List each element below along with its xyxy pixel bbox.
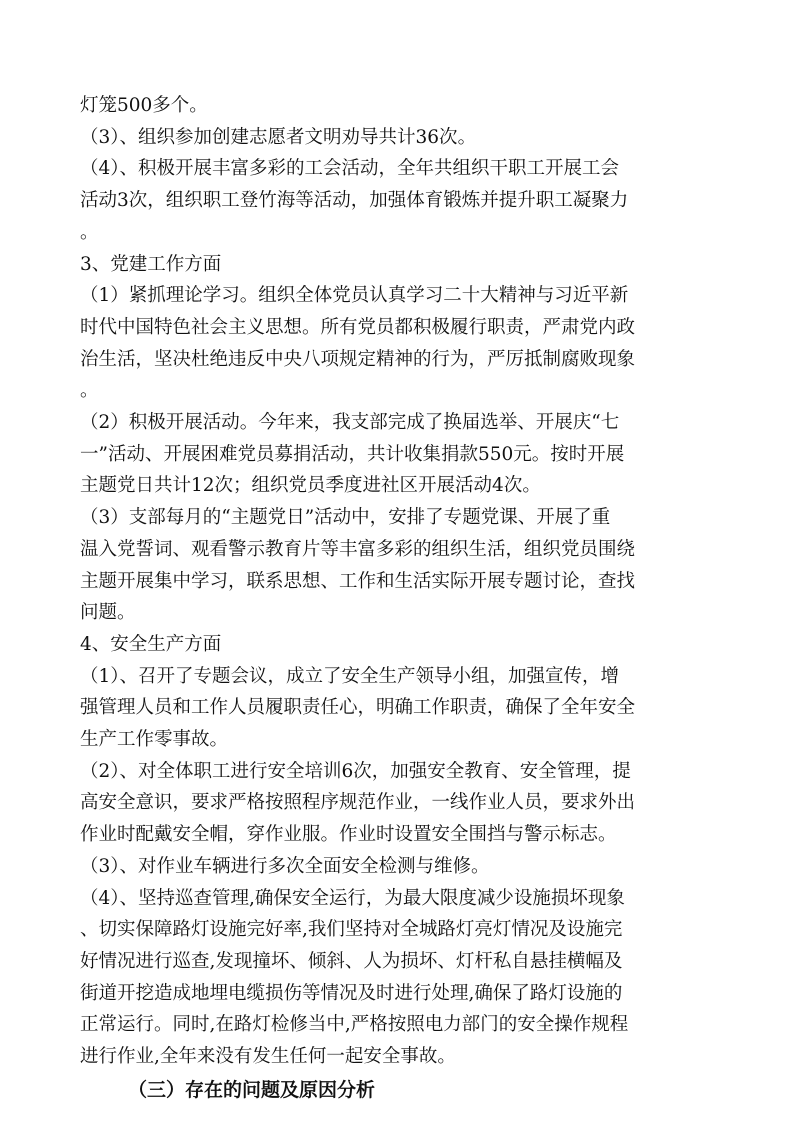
text-line: （3）、对作业车辆进行多次全面安全检测与维修。 xyxy=(80,855,490,877)
text-line: （1）、召开了专题会议，成立了安全生产领导小组，加强宣传，增 xyxy=(80,665,620,687)
section-heading: （三）存在的问题及原因分析 xyxy=(128,1078,376,1101)
text-line: 。 xyxy=(80,380,99,402)
text-line: 。 xyxy=(80,221,99,243)
text-line: 进行作业,全年来没有发生任何一起安全事故。 xyxy=(80,1046,456,1068)
text-line: 治生活，坚决杜绝违反中央八项规定精神的行为，严厉抵制腐败现象 xyxy=(80,348,636,370)
text-line: 作业时配戴安全帽，穿作业服。作业时设置安全围挡与警示标志。 xyxy=(80,824,617,846)
text-line: 时代中国特色社会主义思想。所有党员都积极履行职责，严肃党内政 xyxy=(80,316,636,338)
text-line: （3）支部每月的“主题党日”活动中，安排了专题党课、开展了重 xyxy=(80,507,611,529)
text-line: 3、党建工作方面 xyxy=(80,253,222,275)
text-line: （2）积极开展活动。今年来，我支部完成了换届选举、开展庆“七 xyxy=(80,412,620,434)
text-line: 正常运行。同时,在路灯检修当中,严格按照电力部门的安全操作规程 xyxy=(80,1014,629,1036)
text-line: 主题开展集中学习，联系思想、工作和生活实际开展专题讨论，查找 xyxy=(80,570,636,592)
text-line: 、切实保障路灯设施完好率,我们坚持对全城路灯亮灯情况及设施完 xyxy=(80,919,623,941)
text-line: （3）、组织参加创建志愿者文明劝导共计36次。 xyxy=(80,126,477,148)
text-line: （4）、坚持巡查管理,确保安全运行，为最大限度减少设施损坏现象 xyxy=(80,887,625,909)
text-line: 活动3次，组织职工登竹海等活动，加强体育锻炼并提升职工凝聚力 xyxy=(80,190,629,212)
text-line: 高安全意识，要求严格按照程序规范作业，一线作业人员，要求外出 xyxy=(80,792,636,814)
text-line: 灯笼500多个。 xyxy=(80,95,208,116)
document-body xyxy=(80,90,720,1073)
text-line: 生产工作零事故。 xyxy=(80,729,229,751)
text-line: 4、安全生产方面 xyxy=(80,633,222,655)
text-line: 主题党日共计12次；组织党员季度进社区开展活动4次。 xyxy=(80,475,541,497)
text-line: （4）、积极开展丰富多彩的工会活动，全年共组织干职工开展工会 xyxy=(80,158,620,180)
text-line: 街道开挖造成地埋电缆损伤等情况及时进行处理,确保了路灯设施的 xyxy=(80,982,623,1004)
text-line: 好情况进行巡查,发现撞坏、倾斜、人为损坏、灯杆私自悬挂横幅及 xyxy=(80,950,623,972)
text-line: 一”活动、开展困难党员募捐活动，共计收集捐款550元。按时开展 xyxy=(80,443,625,465)
document-page xyxy=(80,90,720,1107)
text-line: 温入党誓词、观看警示教育片等丰富多彩的组织生活，组织党员围绕 xyxy=(80,538,636,560)
text-line: （1）紧抓理论学习。组织全体党员认真学习二十大精神与习近平新 xyxy=(80,285,629,307)
text-line: （2）、对全体职工进行安全培训6次，加强安全教育、安全管理，提 xyxy=(80,760,631,782)
text-line: 问题。 xyxy=(80,602,136,624)
text-line: 强管理人员和工作人员履职责任心，明确工作职责，确保了全年安全 xyxy=(80,697,636,719)
